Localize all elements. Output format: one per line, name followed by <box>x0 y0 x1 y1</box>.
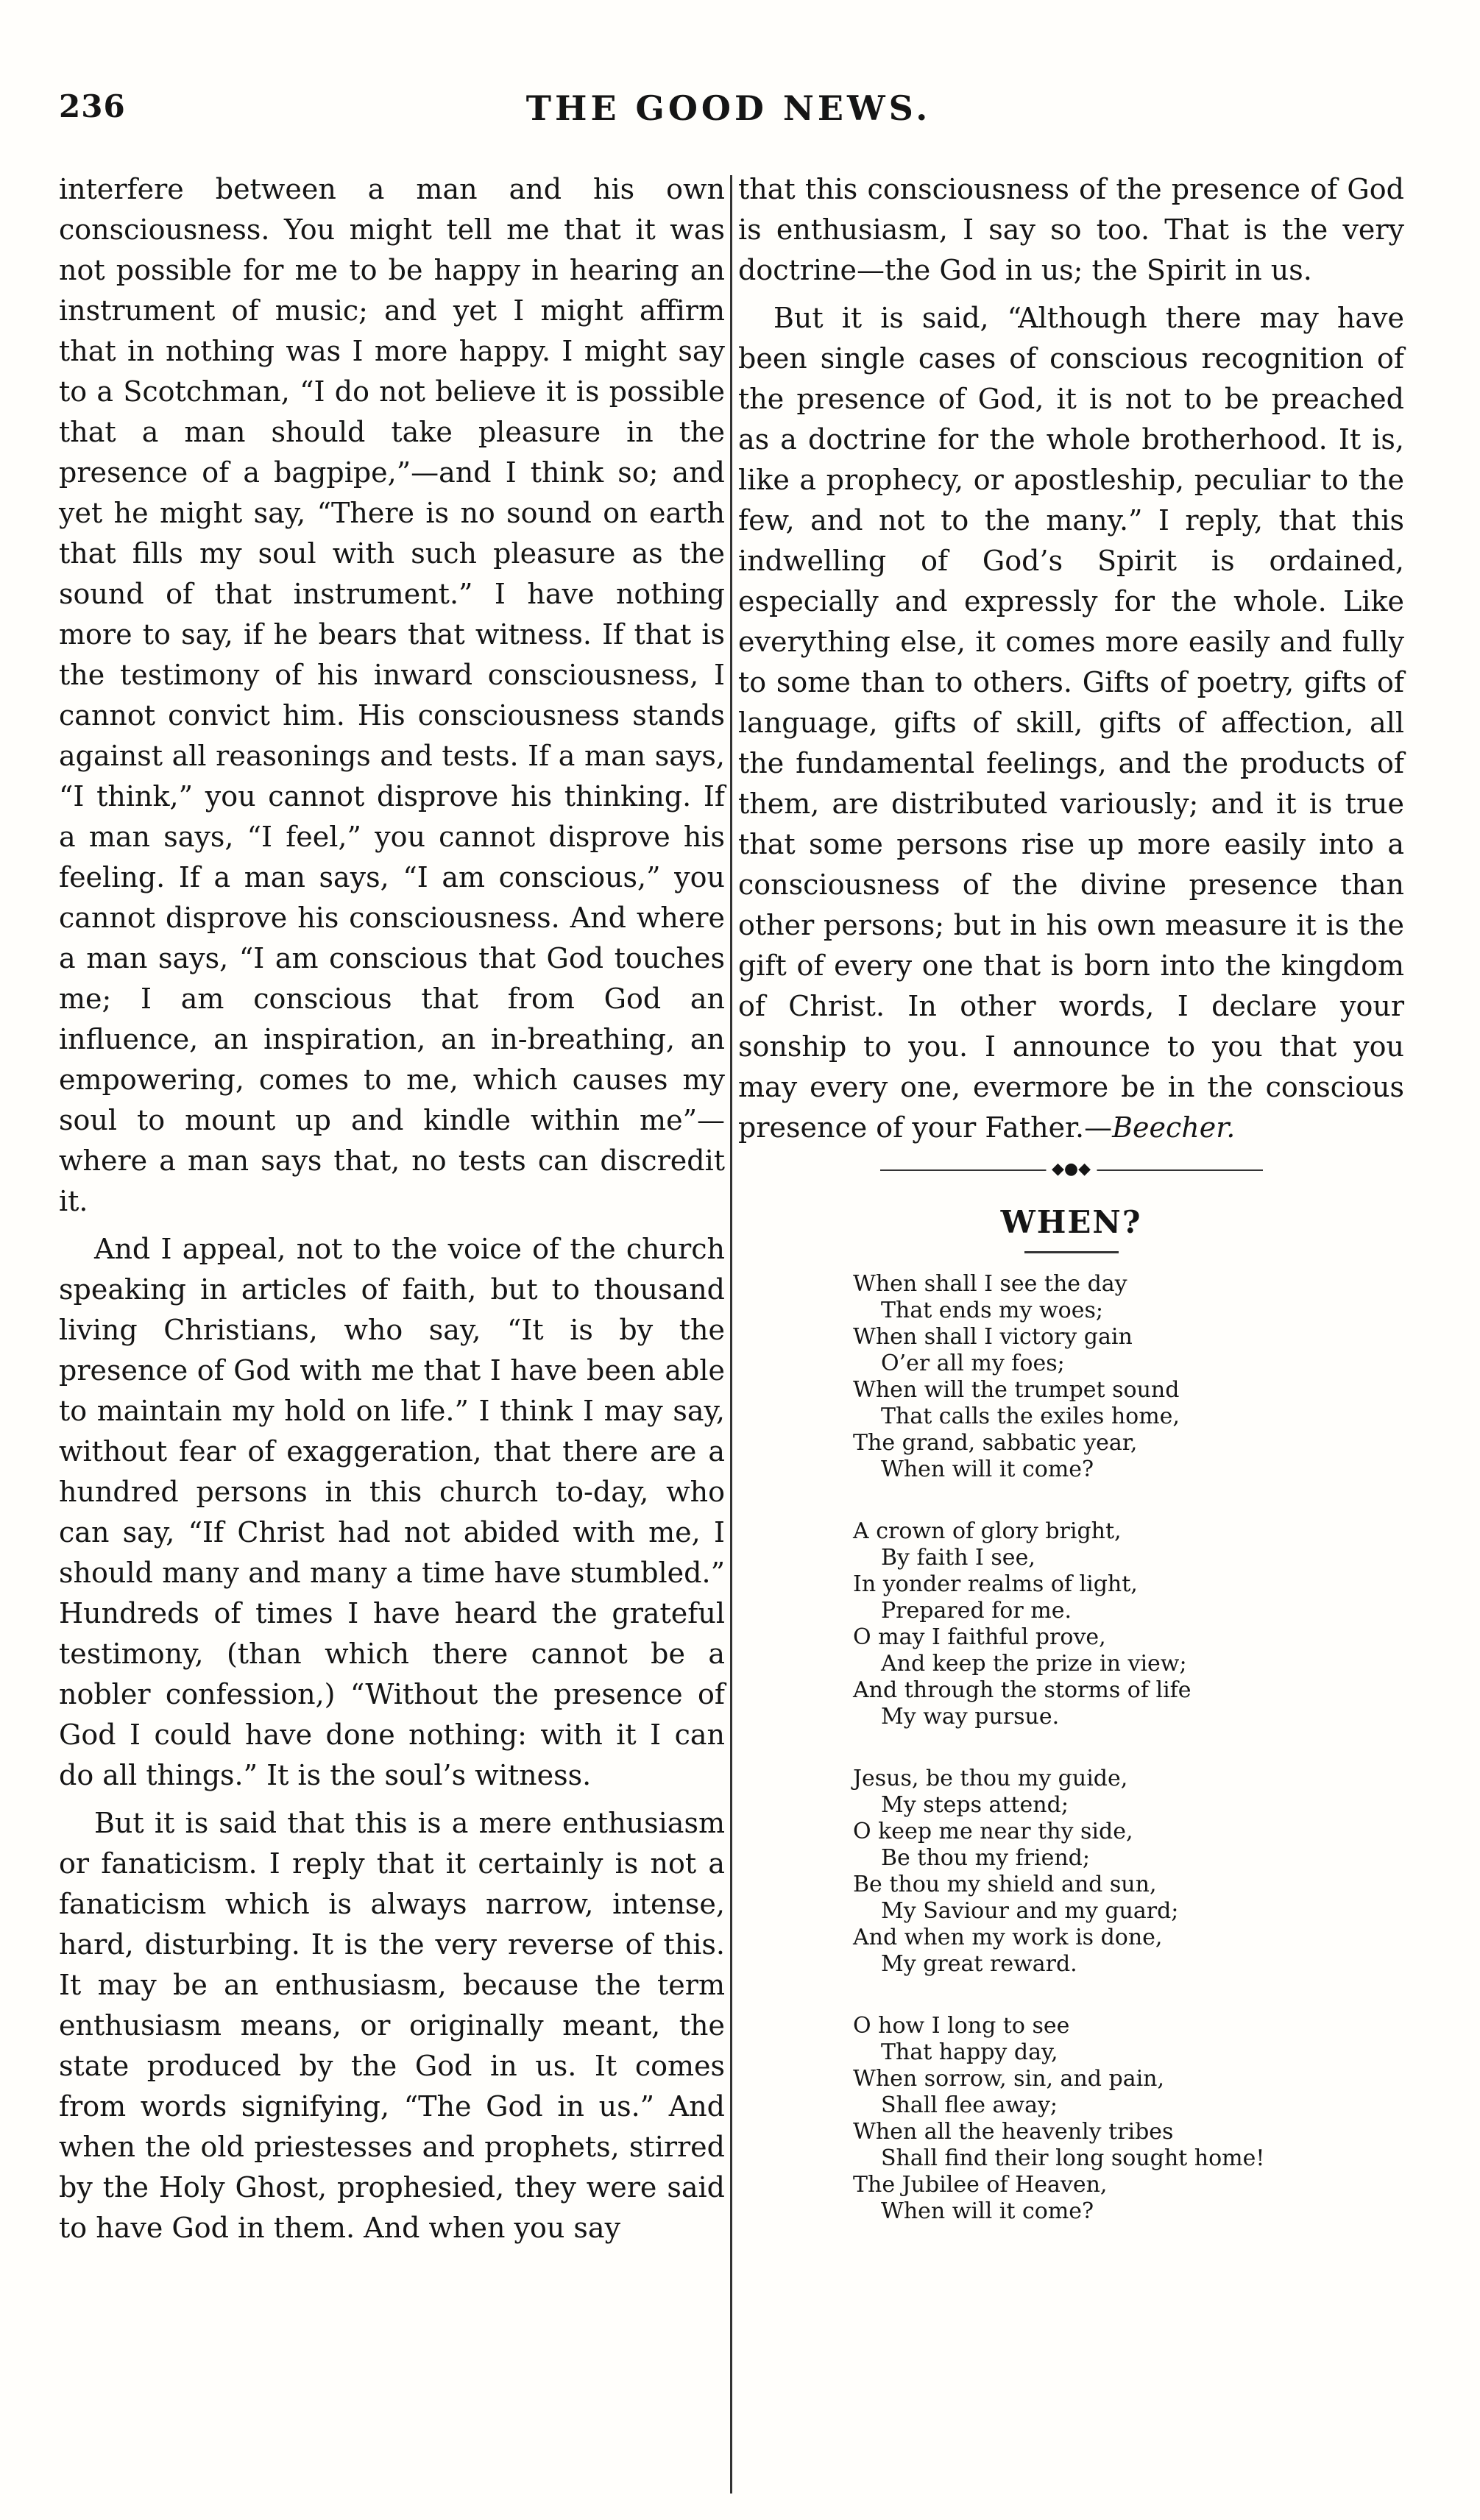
poem-line: O keep me near thy side, <box>853 1819 1133 1844</box>
poem-line: And when my work is done, <box>853 1925 1163 1950</box>
poem-line: Jesus, be thou my guide, <box>853 1766 1128 1791</box>
poem-line: A crown of glory bright, <box>853 1518 1122 1544</box>
left-paragraph-2: And I appeal, not to the voice of the church speaking in articles of faith, but to thousand living Christians, who say, “It is by the presence of God with me that I have been able to maintain my hold on life.” I think I may say, without fear of exaggeration, that there are a hundred persons in this church to-day, who can say, “If Christ had not abided with me, I should many and many a time have stumbled.” Hundreds of times I have heard the grateful testimony, (than which there cannot be a nobler confession,) “Without the presence of God I could have done nothing: with it I can do all things.” It is the soul’s witness. <box>59 1233 725 1791</box>
poem-line: When will it come? <box>881 2198 1094 2224</box>
poem-line: O how I long to see <box>853 2013 1070 2039</box>
poem-line: In yonder realms of light, <box>853 1571 1138 1597</box>
poem-title-rule <box>1024 1251 1119 1253</box>
right-paragraph-1: that this consciousness of the presence of God is enthusiasm, I say so too. That is the very doctrine—the God in us; the Spirit in us. <box>738 173 1404 286</box>
poem-line: My great reward. <box>881 1951 1077 1977</box>
poem-stanza <box>853 2013 1324 2225</box>
right-column <box>738 169 1404 2225</box>
poem-line: When sorrow, sin, and pain, <box>853 2066 1165 2092</box>
poem-line: Shall find their long sought home! <box>881 2145 1265 2171</box>
left-paragraph-1: interfere between a man and his own consciousness. You might tell me that it was not possible for me to be happy in hearing an instrument of music; and yet I might affirm that in nothing was I more happy. I might say to a Scotchman, “I do not believe it is possible that a man should take pleasure in the presence of a bagpipe,”—and I think so; and yet he might say, “There is no sound on earth that fills my soul with such pleasure as the sound of that instrument.” I have nothing more to say, if he bears that witness. If that is the testimony of his inward consciousness, I cannot convict him. His consciousness stands against all reasonings and tests. If a man says, “I think,” you cannot disprove his thinking. If a man says, “I feel,” you cannot disprove his feeling. If a man says, “I am conscious,” you cannot disprove his consciousness. And where a man says, “I am conscious that God touches me; I am conscious that from God an influence, an inspiration, an in-breathing, an empowering, comes to me, which causes my soul to mount up and kindle within me”—where a man says that, no tests can discredit it. <box>59 173 725 1217</box>
page-number: 236 <box>59 88 126 124</box>
poem-line: The Jubilee of Heaven, <box>853 2172 1108 2198</box>
poem-stanza <box>853 1766 1324 1978</box>
poem-line: My Saviour and my guard; <box>881 1898 1179 1924</box>
article-separator <box>880 1161 1263 1179</box>
column-divider <box>730 175 732 2494</box>
poem-line: That happy day, <box>881 2039 1058 2065</box>
poem-line: That ends my woes; <box>881 1298 1103 1323</box>
right-paragraph-2 <box>738 298 1404 1148</box>
poem <box>853 1271 1324 2225</box>
poem-line: When will it come? <box>881 1457 1094 1482</box>
right-paragraph-2-text: But it is said, “Although there may have been single cases of conscious recognition of the presence of God, it is not to be preached as a doctrine for the whole brotherhood. It is, like a prophecy, or apostleship, peculiar to the few, and not to the many.” I reply, that this indwelling of God’s Spirit is ordained, especially and expressly for the whole. Like everything else, it comes more easily and fully to some than to others. Gifts of poetry, gifts of language, gifts of skill, gifts of affection, all the fundamental feelings, and the products of them, are distributed variously; and it is true that some persons rise up more easily into a consciousness of the divine presence than other persons; but in his own measure it is the gift of every one that is born into the kingdom of Christ. In other words, I declare your sonship to you. I announce to you that you may every one, evermore be in the conscious presence of your Father.— <box>738 302 1404 1144</box>
poem-line: When shall I see the day <box>853 1271 1127 1297</box>
poem-line: My steps attend; <box>881 1792 1069 1818</box>
poem-line: Prepared for me. <box>881 1598 1072 1624</box>
poem-line: When shall I victory gain <box>853 1324 1133 1350</box>
poem-line: And keep the prize in view; <box>881 1651 1187 1677</box>
poem-line: And through the storms of life <box>853 1677 1192 1703</box>
left-column <box>59 169 725 2248</box>
poem-title: WHEN? <box>1000 1204 1142 1240</box>
poem-stanza <box>853 1518 1324 1730</box>
poem-line: Shall flee away; <box>881 2092 1058 2118</box>
poem-line: When will the trumpet sound <box>853 1377 1180 1403</box>
poem-line: O’er all my foes; <box>881 1351 1065 1376</box>
poem-line: That calls the exiles home, <box>881 1404 1180 1429</box>
poem-line: O may I faithful prove, <box>853 1624 1106 1650</box>
poem-line: My way pursue. <box>881 1704 1060 1730</box>
left-paragraph-3: But it is said that this is a mere enthusiasm or fanaticism. I reply that it certainly is not a fanaticism which is always narrow, intense, hard, disturbing. It is the very reverse of this. It may be an enthusiasm, because the term enthusiasm means, or originally meant, the state produced by the God in us. It comes from words signifying, “The God in us.” And when the old priestesses and prophets, stirred by the Holy Ghost, prophesied, they were said to have God in them. And when you say <box>59 1807 725 2244</box>
article-attribution: Beecher. <box>1112 1111 1236 1144</box>
poem-stanza <box>853 1271 1324 1483</box>
poem-line: The grand, sabbatic year, <box>853 1430 1138 1456</box>
page-header <box>59 88 1398 140</box>
poem-line: When all the heavenly tribes <box>853 2119 1174 2145</box>
publication-title: THE GOOD NEWS. <box>525 88 932 128</box>
poem-line: Be thou my friend; <box>881 1845 1090 1871</box>
poem-line: By faith I see, <box>881 1545 1035 1571</box>
poem-line: Be thou my shield and sun, <box>853 1872 1157 1897</box>
